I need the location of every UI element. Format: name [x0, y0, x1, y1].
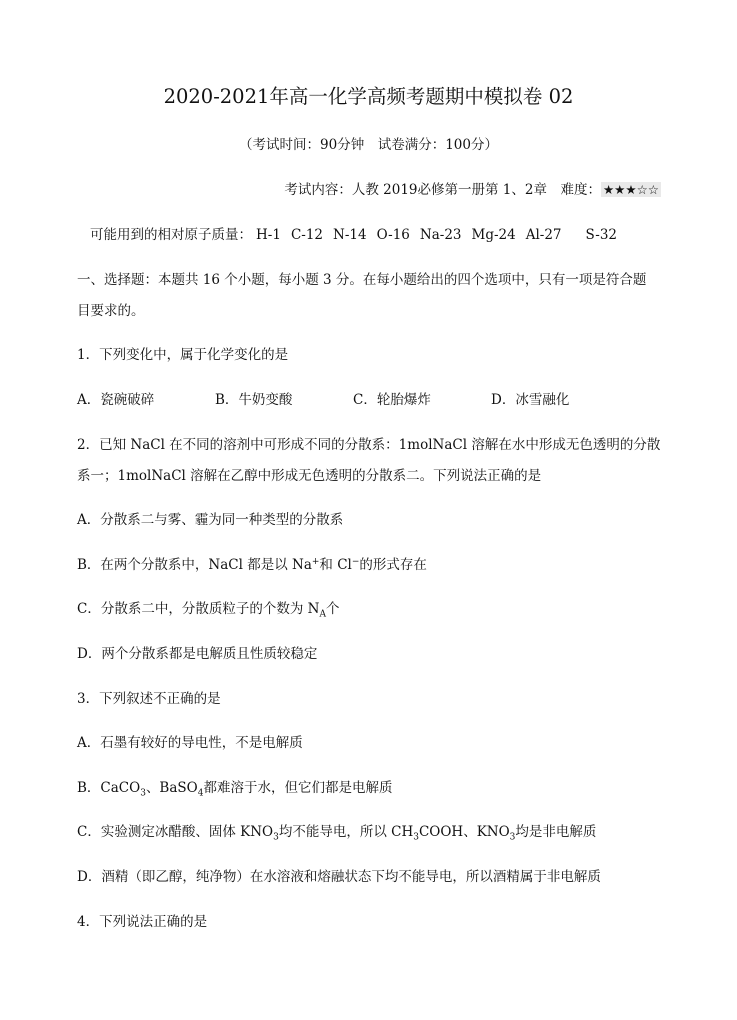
option-text: C．分散系二中，分散质粒子的个数为 N	[77, 601, 320, 617]
question-2-stem-line1: 2．已知 NaCl 在不同的溶剂中可形成不同的分散系：1molNaCl 溶解在水中形成无色透明的分散	[77, 437, 661, 453]
option-text: 的形式存在	[359, 557, 427, 573]
page-title: 2020-2021年高一化学高频考题期中模拟卷 02	[163, 85, 574, 108]
question-3-option-c	[77, 823, 596, 841]
question-2-option-b	[77, 556, 427, 576]
question-1-option-c: C．轮胎爆炸	[353, 392, 431, 408]
superscript: −	[351, 557, 360, 567]
subscript: 4	[197, 788, 204, 799]
exam-content-line	[284, 181, 661, 199]
question-1-option-a: A．瓷碗破碎	[77, 392, 155, 408]
question-2-stem-line2: 系一；1molNaCl 溶解在乙醇中形成无色透明的分散系二。下列说法正确的是	[77, 468, 542, 484]
question-1-option-d: D．冰雪融化	[491, 392, 570, 408]
exam-content-label: 考试内容：人教 2019必修第一册第 1、2章 难度：	[284, 182, 601, 198]
subscript: 3	[273, 832, 279, 843]
atomic-mass-item: S-32	[585, 227, 618, 243]
option-text: C．实验测定冰醋酸、固体 KNO	[77, 824, 274, 840]
section-heading-line1: 一、选择题：本题共 16 个小题，每小题 3 分。在每小题给出的四个选项中，只有一项是符合题	[77, 272, 647, 288]
option-text: 个	[325, 601, 340, 617]
question-1-option-b: B．牛奶变酸	[215, 392, 293, 408]
question-3-option-a: A．石墨有较好的导电性，不是电解质	[77, 735, 303, 751]
option-text: 均是非电解质	[515, 824, 597, 840]
subscript: 3	[140, 788, 146, 799]
option-text: B．CaCO	[77, 780, 141, 796]
question-2-option-c	[77, 600, 339, 618]
question-3-option-d: D．酒精（即乙醇，纯净物）在水溶液和熔融状态下均不能导电，所以酒精属于非电解质	[77, 869, 601, 885]
superscript: +	[311, 557, 320, 567]
subscript: 3	[413, 832, 419, 843]
atomic-mass-item: Al-27	[525, 227, 562, 243]
question-3-option-b	[77, 779, 392, 797]
option-text: COOH、KNO	[418, 824, 510, 840]
question-2-option-d: D．两个分散系都是电解质且性质较稳定	[77, 646, 318, 662]
atomic-masses-line	[90, 226, 627, 244]
question-1-stem: 1．下列变化中，属于化学变化的是	[77, 347, 289, 363]
atomic-mass-item: Mg-24	[471, 227, 516, 243]
option-text: 、BaSO	[145, 780, 198, 796]
option-text: 均不能导电，所以 CH	[278, 824, 414, 840]
subscript: 3	[509, 832, 516, 843]
atomic-masses-label: 可能用到的相对原子质量：	[90, 227, 252, 243]
option-text: 和 Cl	[319, 557, 352, 573]
difficulty-stars: ★★★☆☆	[602, 182, 659, 197]
question-4-stem: 4．下列说法正确的是	[77, 914, 208, 930]
section-heading-line2: 目要求的。	[77, 303, 145, 319]
question-3-stem: 3．下列叙述不正确的是	[77, 691, 221, 707]
question-2-option-a: A．分散系二与雾、霾为同一种类型的分散系	[77, 512, 344, 528]
atomic-mass-item: O-16	[376, 227, 410, 243]
subscript: A	[319, 609, 326, 620]
option-text: B．在两个分散系中，NaCl 都是以 Na	[77, 557, 312, 573]
atomic-mass-item: H-1	[256, 227, 281, 243]
atomic-mass-item: C-12	[290, 227, 324, 243]
atomic-mass-item: N-14	[333, 227, 367, 243]
atomic-mass-item: Na-23	[419, 227, 462, 243]
exam-info: （考试时间：90分钟 试卷满分：100分）	[239, 137, 498, 153]
option-text: 都难溶于水，但它们都是电解质	[203, 780, 393, 796]
